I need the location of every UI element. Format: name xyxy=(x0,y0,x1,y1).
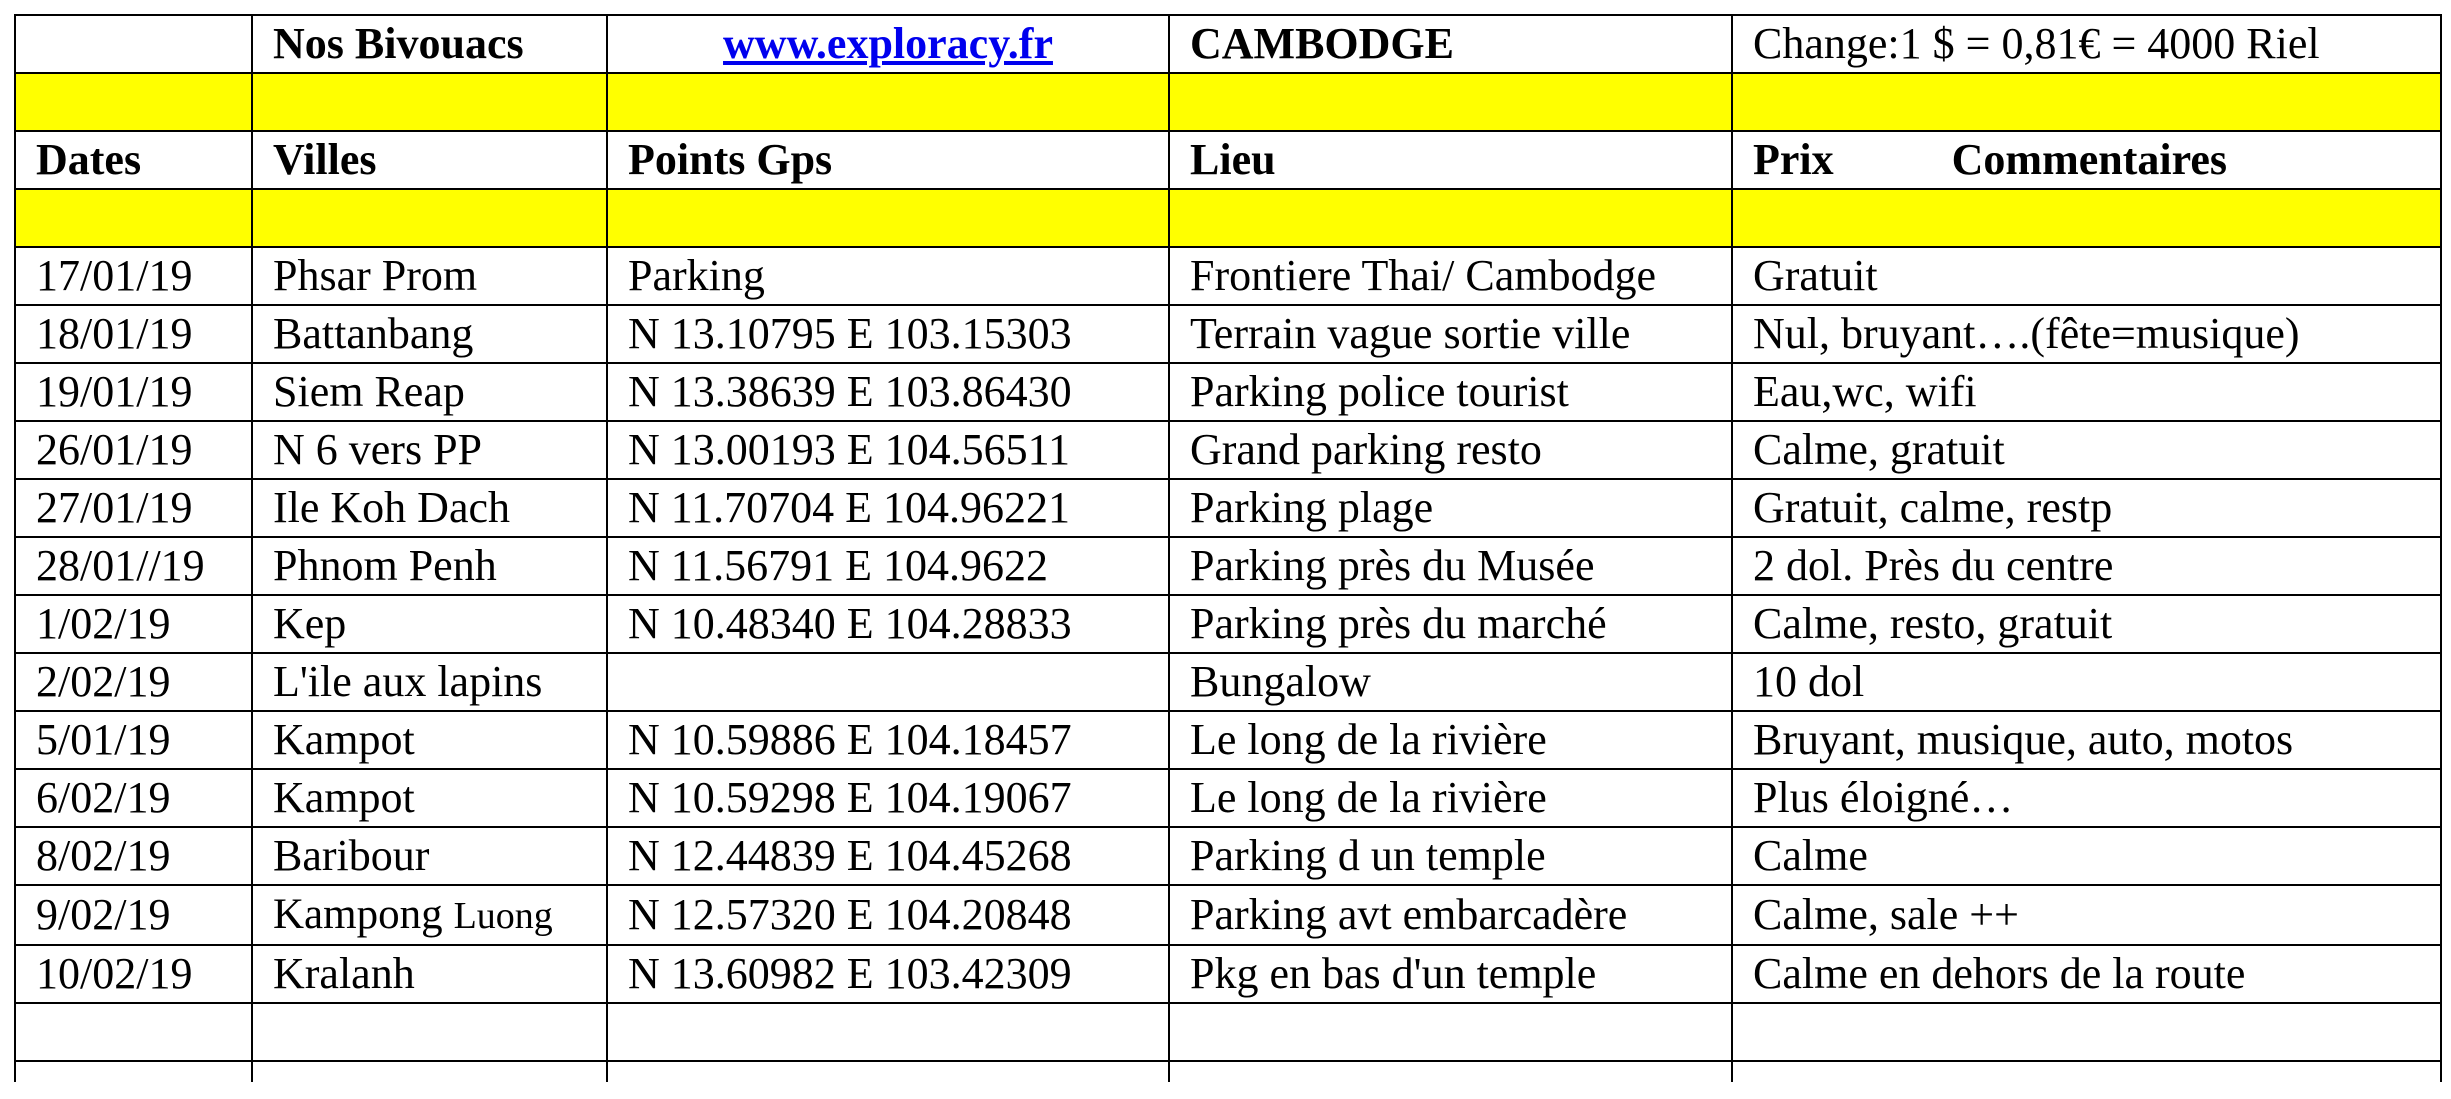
column-header-commentaires: Commentaires xyxy=(1951,135,2227,184)
table-row xyxy=(15,537,2441,595)
cell-gps: N 11.70704 E 104.96221 xyxy=(607,479,1169,537)
cell-lieu: Grand parking resto xyxy=(1169,421,1732,479)
cell-ville: Kralanh xyxy=(252,945,607,1003)
table-title: Nos Bivouacs xyxy=(252,15,607,73)
cell-comment: Calme xyxy=(1732,827,2441,885)
cell-comment: 2 dol. Près du centre xyxy=(1732,537,2441,595)
cell-ville: Ile Koh Dach xyxy=(252,479,607,537)
cell-ville: Kep xyxy=(252,595,607,653)
website-link[interactable]: www.exploracy.fr xyxy=(723,19,1053,68)
table-row xyxy=(15,827,2441,885)
cell-comment: Gratuit xyxy=(1732,247,2441,305)
cell-date: 18/01/19 xyxy=(15,305,252,363)
cell-lieu: Bungalow xyxy=(1169,653,1732,711)
cell-date: 9/02/19 xyxy=(15,885,252,945)
cell-gps: N 12.57320 E 104.20848 xyxy=(607,885,1169,945)
table-row xyxy=(15,653,2441,711)
cell-lieu: Parking près du marché xyxy=(1169,595,1732,653)
column-header-row xyxy=(15,131,2441,189)
cell-ville: N 6 vers PP xyxy=(252,421,607,479)
cell-date: 26/01/19 xyxy=(15,421,252,479)
cell-gps: N 12.44839 E 104.45268 xyxy=(607,827,1169,885)
yellow-separator-row xyxy=(15,189,2441,247)
table-row xyxy=(15,363,2441,421)
column-header-gps: Points Gps xyxy=(607,131,1169,189)
cell-gps: N 13.60982 E 103.42309 xyxy=(607,945,1169,1003)
table-row xyxy=(15,945,2441,1003)
table-row xyxy=(15,421,2441,479)
cell-lieu: Pkg en bas d'un temple xyxy=(1169,945,1732,1003)
cell-ville: Kampot xyxy=(252,711,607,769)
cell-comment: Plus éloigné… xyxy=(1732,769,2441,827)
cell-date: 28/01//19 xyxy=(15,537,252,595)
table-row xyxy=(15,595,2441,653)
cell-gps: N 10.59298 E 104.19067 xyxy=(607,769,1169,827)
empty-row xyxy=(15,1061,2441,1082)
column-header-villes: Villes xyxy=(252,131,607,189)
cell-ville: Baribour xyxy=(252,827,607,885)
cell-gps: N 10.48340 E 104.28833 xyxy=(607,595,1169,653)
cell-comment: Calme, resto, gratuit xyxy=(1732,595,2441,653)
website-link-cell xyxy=(607,15,1169,73)
cell-lieu: Frontiere Thai/ Cambodge xyxy=(1169,247,1732,305)
cell-comment: Gratuit, calme, restp xyxy=(1732,479,2441,537)
cell-ville: Phnom Penh xyxy=(252,537,607,595)
cell-lieu: Le long de la rivière xyxy=(1169,711,1732,769)
cell-date: 17/01/19 xyxy=(15,247,252,305)
empty-cell xyxy=(15,15,252,73)
cell-date: 2/02/19 xyxy=(15,653,252,711)
cell-ville-part2: Luong xyxy=(453,895,553,937)
table-row xyxy=(15,769,2441,827)
cell-date: 19/01/19 xyxy=(15,363,252,421)
cell-lieu: Parking d un temple xyxy=(1169,827,1732,885)
cell-date: 5/01/19 xyxy=(15,711,252,769)
column-header-prix: Prix xyxy=(1753,135,1834,184)
cell-ville: Siem Reap xyxy=(252,363,607,421)
cell-gps: N 11.56791 E 104.9622 xyxy=(607,537,1169,595)
cell-lieu: Parking près du Musée xyxy=(1169,537,1732,595)
table-row xyxy=(15,305,2441,363)
cell-lieu: Parking avt embarcadère xyxy=(1169,885,1732,945)
empty-row xyxy=(15,1003,2441,1061)
cell-ville xyxy=(252,885,607,945)
column-header-prix-commentaires xyxy=(1732,131,2441,189)
cell-gps: N 13.38639 E 103.86430 xyxy=(607,363,1169,421)
cell-gps: N 13.00193 E 104.56511 xyxy=(607,421,1169,479)
cell-lieu: Terrain vague sortie ville xyxy=(1169,305,1732,363)
cell-comment: Calme, sale ++ xyxy=(1732,885,2441,945)
cell-comment: Calme, gratuit xyxy=(1732,421,2441,479)
cell-gps: N 10.59886 E 104.18457 xyxy=(607,711,1169,769)
title-row xyxy=(15,15,2441,73)
country-title: CAMBODGE xyxy=(1169,15,1732,73)
cell-date: 6/02/19 xyxy=(15,769,252,827)
cell-gps: Parking xyxy=(607,247,1169,305)
cell-comment: Calme en dehors de la route xyxy=(1732,945,2441,1003)
cell-gps xyxy=(607,653,1169,711)
cell-gps: N 13.10795 E 103.15303 xyxy=(607,305,1169,363)
cell-comment: Bruyant, musique, auto, motos xyxy=(1732,711,2441,769)
cell-lieu: Le long de la rivière xyxy=(1169,769,1732,827)
cell-ville: Battanbang xyxy=(252,305,607,363)
cell-ville-part1: Kampong xyxy=(273,891,443,938)
cell-date: 10/02/19 xyxy=(15,945,252,1003)
table-row xyxy=(15,885,2441,945)
cell-date: 27/01/19 xyxy=(15,479,252,537)
cell-ville: Phsar Prom xyxy=(252,247,607,305)
cell-lieu: Parking police tourist xyxy=(1169,363,1732,421)
column-header-dates: Dates xyxy=(15,131,252,189)
cell-lieu: Parking plage xyxy=(1169,479,1732,537)
cell-ville: L'ile aux lapins xyxy=(252,653,607,711)
cell-comment: Eau,wc, wifi xyxy=(1732,363,2441,421)
exchange-rate: Change:1 $ = 0,81€ = 4000 Riel xyxy=(1732,15,2441,73)
column-header-lieu: Lieu xyxy=(1169,131,1732,189)
yellow-separator-row xyxy=(15,73,2441,131)
cell-comment: Nul, bruyant….(fête=musique) xyxy=(1732,305,2441,363)
table-row xyxy=(15,711,2441,769)
bivouacs-table xyxy=(14,14,2442,1082)
cell-date: 1/02/19 xyxy=(15,595,252,653)
cell-date: 8/02/19 xyxy=(15,827,252,885)
table-row xyxy=(15,247,2441,305)
cell-ville: Kampot xyxy=(252,769,607,827)
cell-comment: 10 dol xyxy=(1732,653,2441,711)
table-row xyxy=(15,479,2441,537)
